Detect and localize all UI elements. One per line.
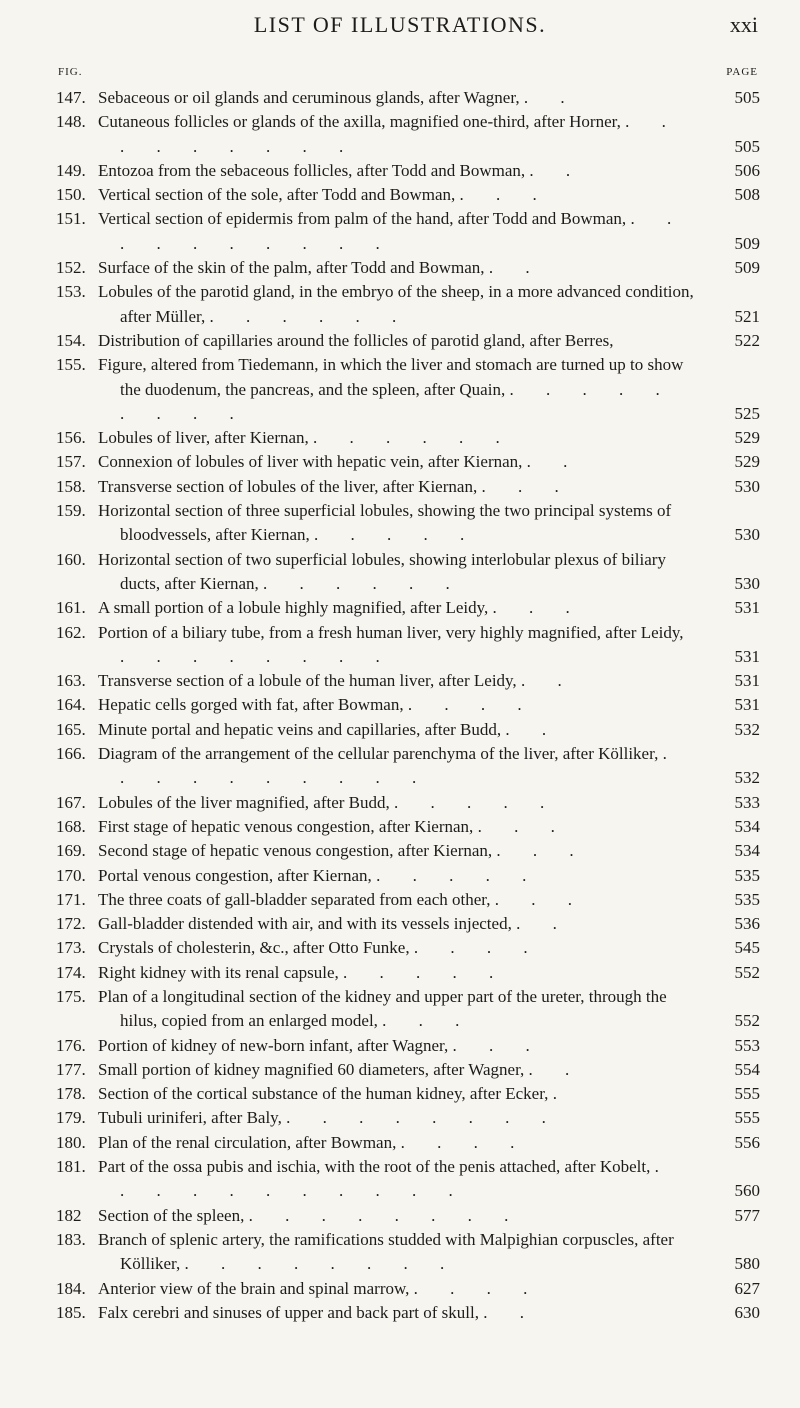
list-entry (56, 548, 760, 597)
figure-description (98, 839, 698, 863)
list-entry (56, 426, 760, 450)
list-entry (56, 329, 760, 353)
list-entry (56, 596, 760, 620)
page-reference: 534 (734, 816, 760, 836)
figure-description (98, 110, 698, 159)
leader-dots: . . . . . (394, 792, 559, 812)
figure-number: 152. (56, 258, 86, 278)
page-number: xxi (729, 12, 758, 37)
figure-description (98, 183, 698, 207)
figure-caption: Hepatic cells gorged with fat, after Bowman, (98, 695, 404, 715)
figure-number: 150. (56, 185, 86, 205)
leader-dots: . . . . . . . . (286, 1108, 560, 1128)
list-entry (56, 985, 760, 1034)
list-entry (56, 86, 760, 110)
page-reference: 535 (734, 865, 760, 885)
figure-description (98, 280, 698, 329)
figure-number: 184. (56, 1278, 86, 1298)
figure-number: 183. (56, 1229, 86, 1249)
list-entry (56, 791, 760, 815)
page-reference: 506 (734, 160, 760, 180)
leader-dots: . . (520, 671, 576, 691)
figure-number: 181. (56, 1157, 86, 1177)
figure-description (98, 1131, 698, 1155)
figure-number: 185. (56, 1302, 86, 1322)
figure-description (98, 669, 698, 693)
list-entry (56, 888, 760, 912)
page-reference: 530 (734, 525, 760, 545)
figure-number: 170. (56, 865, 86, 885)
leader-dots: . . (516, 914, 571, 934)
figure-caption: Lobules of the parotid gland, in the embryo of the sheep, in a more advanced condition, after Müller, (98, 282, 694, 326)
figure-description (98, 353, 698, 426)
figure-caption: Transverse section of lobules of the liver, after Kiernan, (98, 476, 478, 496)
leader-dots: . . . (452, 1035, 544, 1055)
page-reference: 521 (734, 306, 760, 326)
figure-number: 151. (56, 209, 86, 229)
list-entry (56, 621, 760, 670)
figure-caption: Vertical section of the sole, after Todd and Bowman, (98, 185, 456, 205)
figure-number: 164. (56, 695, 86, 715)
leader-dots: . . . . . . . . . (120, 112, 680, 156)
page-reference: 533 (734, 792, 760, 812)
figure-number: 167. (56, 792, 86, 812)
leader-dots: . . . (496, 841, 588, 861)
list-entry (56, 1131, 760, 1155)
page-reference: 552 (734, 1011, 760, 1031)
figure-caption: Horizontal section of two superficial lobules, showing interlobular plexus of biliary ducts, after Kiernan, (98, 549, 666, 593)
figure-caption: Vertical section of epidermis from palm of the hand, after Todd and Bowman, (98, 209, 627, 229)
page-reference: 530 (734, 573, 760, 593)
page-reference: 535 (734, 889, 760, 909)
figure-caption: Right kidney with its renal capsule, (98, 962, 339, 982)
leader-dots: . . . . . (314, 525, 479, 545)
leader-dots: . . . . . . . . (120, 646, 394, 666)
figure-description (98, 86, 698, 110)
figure-number: 162. (56, 622, 86, 642)
list-entry (56, 1301, 760, 1325)
page-reference: 554 (734, 1059, 760, 1079)
figure-description (98, 985, 698, 1034)
figure-caption: First stage of hepatic venous congestion, after Kiernan, (98, 816, 474, 836)
leader-dots: . . . . (413, 1278, 542, 1298)
leader-dots: . . (528, 1059, 584, 1079)
page-reference: 525 (734, 403, 760, 423)
figure-caption: A small portion of a lobule highly magnified, after Leidy, (98, 598, 489, 618)
page-reference: 553 (734, 1035, 760, 1055)
figure-number: 169. (56, 841, 86, 861)
figure-description (98, 1204, 698, 1228)
page-reference: 531 (734, 646, 760, 666)
figure-number: 160. (56, 549, 86, 569)
list-entry (56, 450, 760, 474)
figure-caption: Section of the cortical substance of the human kidney, after Ecker, (98, 1084, 549, 1104)
leader-dots: . . (526, 452, 582, 472)
figure-number: 163. (56, 671, 86, 691)
figure-caption: Horizontal section of three superficial lobules, showing the two principal systems of bloodvessels, after Kiernan, (98, 501, 672, 545)
page-title: LIST OF ILLUSTRATIONS. (253, 12, 547, 37)
leader-dots: . (552, 1084, 571, 1104)
figure-number: 153. (56, 282, 86, 302)
list-entry (56, 475, 760, 499)
list-entry (56, 1106, 760, 1130)
figure-description (98, 159, 698, 183)
page-reference: 545 (734, 938, 760, 958)
list-entry (56, 1204, 760, 1228)
figure-caption: Lobules of liver, after Kiernan, (98, 428, 309, 448)
list-entry (56, 1034, 760, 1058)
page-reference: 522 (734, 330, 760, 350)
list-entry (56, 718, 760, 742)
figure-description (98, 1082, 698, 1106)
figure-description (98, 742, 698, 791)
figure-caption: Portion of a biliary tube, from a fresh human liver, very highly magnified, after Leidy, (98, 622, 684, 642)
figure-caption: Crystals of cholesterin, &c., after Otto Funke, (98, 938, 410, 958)
figure-caption: Falx cerebri and sinuses of upper and back part of skull, (98, 1302, 479, 1322)
list-entry (56, 864, 760, 888)
figure-description (98, 961, 698, 985)
figure-description (98, 936, 698, 960)
list-entry (56, 1058, 760, 1082)
figure-caption: Small portion of kidney magnified 60 diameters, after Wagner, (98, 1059, 525, 1079)
figure-caption: The three coats of gall-bladder separated from each other, (98, 889, 491, 909)
figure-number: 154. (56, 330, 86, 350)
page-reference: 529 (734, 428, 760, 448)
figure-caption: Sebaceous or oil glands and ceruminous glands, after Wagner, (98, 88, 520, 107)
figure-description (98, 791, 698, 815)
figure-description (98, 888, 698, 912)
figure-number: 172. (56, 914, 86, 934)
page-reference: 556 (734, 1132, 760, 1152)
figure-number: 156. (56, 428, 86, 448)
figure-number: 161. (56, 598, 86, 618)
leader-dots: . . . (492, 598, 584, 618)
figure-number: 174. (56, 962, 86, 982)
leader-dots: . . . . . . . . . . . (120, 1157, 673, 1201)
figure-description (98, 426, 698, 450)
leader-dots: . . (505, 719, 561, 739)
figure-description (98, 207, 698, 256)
page-reference: 577 (734, 1205, 760, 1225)
figure-number: 148. (56, 112, 86, 132)
page-reference: 509 (734, 258, 760, 278)
page-reference: 630 (734, 1302, 760, 1322)
figure-description (98, 548, 698, 597)
figure-number: 176. (56, 1035, 86, 1055)
list-entry (56, 1228, 760, 1277)
figure-description (98, 1301, 698, 1325)
figure-caption: Second stage of hepatic venous congestion, after Kiernan, (98, 841, 493, 861)
page-reference: 560 (734, 1181, 760, 1201)
figure-caption: Entozoa from the sebaceous follicles, after Todd and Bowman, (98, 160, 526, 180)
page-reference: 531 (734, 695, 760, 715)
list-entry (56, 961, 760, 985)
list-entry (56, 839, 760, 863)
figure-description (98, 475, 698, 499)
list-entry (56, 912, 760, 936)
page-reference: 530 (734, 476, 760, 496)
figure-caption: Section of the spleen, (98, 1205, 245, 1225)
figure-caption: Part of the ossa pubis and ischia, with the root of the penis attached, after Kobelt, (98, 1157, 651, 1177)
page-reference: 505 (734, 136, 760, 156)
leader-dots: . . (488, 258, 544, 278)
leader-dots: . . . (459, 185, 551, 205)
figure-description (98, 1228, 698, 1277)
list-entry (56, 693, 760, 717)
list-entry (56, 1277, 760, 1301)
page-reference: 531 (734, 671, 760, 691)
figure-number: 179. (56, 1108, 86, 1128)
figure-caption: Lobules of the liver magnified, after Budd, (98, 792, 390, 812)
list-entry (56, 207, 760, 256)
leader-dots: . . . . . . (313, 428, 514, 448)
figure-description (98, 1277, 698, 1301)
list-entry (56, 1155, 760, 1204)
figure-description (98, 450, 698, 474)
page-reference: 536 (734, 914, 760, 934)
figure-caption: Plan of the renal circulation, after Bowman, (98, 1132, 397, 1152)
figure-description (98, 596, 698, 620)
figure-number: 166. (56, 744, 86, 764)
page-column-header: PAGE (726, 66, 758, 78)
figure-number: 165. (56, 719, 86, 739)
figure-description (98, 693, 698, 717)
figure-caption: Cutaneous follicles or glands of the axilla, magnified one-third, after Horner, (98, 112, 621, 132)
figure-caption: Portion of kidney of new-born infant, after Wagner, (98, 1035, 449, 1055)
figure-caption: Tubuli uriniferi, after Baly, (98, 1108, 282, 1128)
figure-caption: Branch of splenic artery, the ramifications studded with Malpighian corpuscles, after Kölliker, (98, 1229, 674, 1274)
leader-dots: . . (483, 1302, 538, 1322)
leader-dots: . . . . . . . . (184, 1254, 459, 1274)
page-reference: 509 (734, 233, 760, 253)
figure-description (98, 256, 698, 280)
list-entry (56, 499, 760, 548)
page-reference: 532 (734, 719, 760, 739)
page-reference: 555 (734, 1084, 760, 1104)
figure-caption: Minute portal and hepatic veins and capillaries, after Budd, (98, 719, 502, 739)
figure-description (98, 621, 698, 670)
leader-dots: . . . (477, 816, 569, 836)
figure-caption: Transverse section of a lobule of the human liver, after Leidy, (98, 671, 517, 691)
figure-number: 149. (56, 160, 86, 180)
figure-number: 178. (56, 1084, 86, 1104)
figure-number: 168. (56, 816, 86, 836)
leader-dots: . . . . (400, 1132, 529, 1152)
list-entry (56, 110, 760, 159)
leader-dots: . . . (481, 476, 573, 496)
leader-dots: . . (529, 160, 585, 180)
fig-column-header: FIG. (58, 66, 83, 78)
page-reference: 529 (734, 452, 760, 472)
leader-dots: . . . . . . (209, 306, 411, 326)
figure-caption: Portal venous congestion, after Kiernan, (98, 865, 372, 885)
page-reference: 627 (734, 1278, 760, 1298)
page-reference: 505 (734, 88, 760, 107)
page-reference: 552 (734, 962, 760, 982)
leader-dots: . . . . . (343, 962, 508, 982)
page-reference: 534 (734, 841, 760, 861)
figure-number: 175. (56, 986, 86, 1006)
figure-caption: Surface of the skin of the palm, after Todd and Bowman, (98, 258, 485, 278)
leader-dots: . . . . (407, 695, 536, 715)
figure-description (98, 1034, 698, 1058)
figure-caption: Diagram of the arrangement of the cellular parenchyma of the liver, after Kölliker, (98, 744, 659, 764)
figure-number: 173. (56, 938, 86, 958)
page-reference: 580 (734, 1254, 760, 1274)
list-entry (56, 669, 760, 693)
figure-description (98, 1058, 698, 1082)
figure-caption: Connexion of lobules of liver with hepatic vein, after Kiernan, (98, 452, 523, 472)
list-entry (56, 815, 760, 839)
list-entry (56, 280, 760, 329)
page-reference: 532 (734, 768, 760, 788)
figure-description (98, 499, 698, 548)
figure-number: 180. (56, 1132, 86, 1152)
leader-dots: . . . (494, 889, 586, 909)
figure-number: 157. (56, 452, 86, 472)
list-entry (56, 1082, 760, 1106)
figure-number: 155. (56, 355, 86, 375)
page-reference: 508 (734, 185, 760, 205)
figure-number: 182 (56, 1205, 82, 1225)
page-reference: 531 (734, 598, 760, 618)
page-reference: 555 (734, 1108, 760, 1128)
list-entry (56, 183, 760, 207)
leader-dots: . . . . . . . . (248, 1205, 523, 1225)
figure-caption: Anterior view of the brain and spinal marrow, (98, 1278, 410, 1298)
leader-dots: . . . . . (376, 865, 541, 885)
figure-number: 171. (56, 889, 86, 909)
leader-dots: . . . (382, 1011, 474, 1031)
leader-dots: . . . . . . . . . (120, 379, 674, 423)
figure-description (98, 718, 698, 742)
figure-caption: Figure, altered from Tiedemann, in which the liver and stomach are turned up to show the duodenum, the pancreas, and the spleen, after Quain, (98, 355, 684, 399)
figure-description (98, 815, 698, 839)
figure-caption: Distribution of capillaries around the follicles of parotid gland, after Berres, (98, 330, 614, 350)
leader-dots: . . . . . . (263, 573, 464, 593)
figure-caption: Gall-bladder distended with air, and with its vessels injected, (98, 914, 512, 934)
figure-description (98, 1106, 698, 1130)
figure-description (98, 912, 698, 936)
leader-dots: . . . . . . . . . . (120, 209, 686, 253)
illustration-list (56, 86, 760, 1325)
figure-description (98, 1155, 698, 1204)
list-entry (56, 353, 760, 426)
figure-caption: Plan of a longitudinal section of the kidney and upper part of the ureter, through the hilus, copied from an enlarged model, (98, 986, 667, 1031)
figure-number: 159. (56, 501, 86, 521)
figure-description (98, 329, 698, 353)
list-entry (56, 159, 760, 183)
figure-description (98, 864, 698, 888)
page-header (0, 12, 800, 52)
figure-number: 147. (56, 88, 86, 107)
figure-number: 158. (56, 476, 86, 496)
figure-number: 177. (56, 1059, 86, 1079)
leader-dots: . . (523, 88, 579, 107)
list-entry (56, 256, 760, 280)
list-entry (56, 936, 760, 960)
list-entry (56, 742, 760, 791)
leader-dots: . . . . . . . . . . (120, 744, 681, 788)
leader-dots: . . . . (413, 938, 542, 958)
